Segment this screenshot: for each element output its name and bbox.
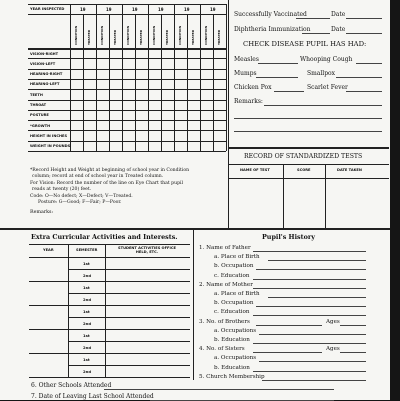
grid-col-line bbox=[174, 4, 175, 151]
section-divider bbox=[0, 228, 390, 230]
grid-row-label: VISION-LEFT bbox=[30, 61, 56, 66]
grid-col-line bbox=[148, 4, 149, 151]
history-item-field[interactable] bbox=[253, 288, 366, 289]
grid-row-line bbox=[28, 58, 226, 59]
whooping-field[interactable] bbox=[356, 63, 382, 64]
grid-col-header: TREATED bbox=[217, 29, 221, 45]
mumps-label: Mumps bbox=[234, 70, 257, 77]
right-remarks-field-3[interactable] bbox=[234, 131, 382, 132]
extra-curricular-title: Extra Curricular Activities and Interests. bbox=[31, 233, 178, 241]
diphtheria-field[interactable] bbox=[302, 33, 330, 34]
note-posture: Posture: G—Good; F—Fair; P—Poor. bbox=[38, 200, 122, 205]
extra-header-rule bbox=[29, 257, 190, 258]
extra-col-activities: STUDENT ACTIVITIES OFFICE HELD, ETC. bbox=[118, 246, 176, 255]
history-ages-field[interactable] bbox=[340, 352, 366, 353]
grid-header-rule bbox=[28, 48, 226, 50]
history-item-label: 4. No. of Sisters bbox=[199, 346, 245, 353]
history-item-field[interactable] bbox=[259, 361, 366, 362]
history-item-label: c. Education bbox=[214, 309, 250, 316]
grid-col-header: TREATED bbox=[139, 29, 143, 45]
scarlet-fever-label: Scarlet Fever bbox=[307, 84, 348, 91]
tests-col-date: DATE TAKEN bbox=[337, 168, 362, 172]
history-item-field[interactable] bbox=[253, 371, 366, 372]
grid-col-header: TREATED bbox=[165, 29, 169, 45]
date-leaving-label: 7. Date of Leaving Last School Attended bbox=[31, 393, 154, 400]
grid-row-label: HEIGHT IN INCHES bbox=[30, 133, 68, 138]
history-item-field[interactable] bbox=[256, 306, 366, 307]
measles-label: Measles bbox=[234, 56, 259, 63]
grid-col-header: TREATED bbox=[191, 29, 195, 45]
note-line-3: For Vision: Record the number of the line on Eye Chart that pupil bbox=[30, 181, 183, 186]
grid-row-label: HEARING-LEFT bbox=[30, 82, 60, 87]
history-item-label: a. Place of Birth bbox=[214, 291, 260, 297]
extra-row-line bbox=[68, 365, 190, 366]
grid-col-line bbox=[122, 4, 123, 151]
grid-col-line bbox=[226, 4, 227, 151]
extra-semester-cell: 1st bbox=[83, 261, 90, 266]
grid-col-header: CONDITION bbox=[152, 25, 156, 45]
extra-col-semester: SEMESTER bbox=[76, 248, 98, 252]
year-cell: 19 bbox=[106, 7, 112, 12]
year-cell: 19 bbox=[80, 7, 86, 12]
grid-col-header: CONDITION bbox=[100, 25, 104, 45]
extra-col-line bbox=[105, 244, 106, 377]
tests-col-name: NAME OF TEST bbox=[240, 168, 270, 172]
history-item-field[interactable] bbox=[256, 325, 322, 326]
history-item-label: c. Education bbox=[214, 272, 250, 279]
history-item-field[interactable] bbox=[259, 334, 366, 335]
smallpox-field[interactable] bbox=[336, 77, 382, 78]
note-line-1: *Record Height and Weight at beginning of school year in Condition bbox=[30, 168, 190, 173]
right-remarks-field-2[interactable] bbox=[234, 118, 382, 119]
grid-row-line bbox=[28, 151, 226, 152]
history-item-label: 3. No. of Brothers bbox=[199, 318, 250, 325]
extra-row-line bbox=[68, 269, 190, 270]
grid-top-rule bbox=[28, 4, 226, 5]
extra-semester-cell: 2nd bbox=[83, 297, 92, 302]
extra-top-rule bbox=[29, 244, 190, 245]
grid-col-line bbox=[70, 4, 71, 151]
vaccinated-date-label: Date bbox=[331, 11, 346, 18]
extra-col-line bbox=[68, 244, 69, 377]
history-item-field[interactable] bbox=[253, 352, 322, 353]
grid-year-rule bbox=[28, 14, 226, 15]
chicken-pox-field[interactable] bbox=[274, 91, 304, 92]
history-item-label: a. Place of Birth bbox=[214, 254, 260, 261]
year-cell: 19 bbox=[132, 7, 138, 12]
note-line-4: reads at twenty (20) feet. bbox=[32, 187, 92, 192]
year-cell: 19 bbox=[158, 7, 164, 12]
grid-col-header: CONDITION bbox=[126, 25, 130, 45]
tests-top-rule bbox=[229, 147, 389, 149]
grid-row-line bbox=[28, 69, 226, 70]
extra-row-line bbox=[29, 353, 190, 354]
year-cell: 19 bbox=[184, 7, 190, 12]
grid-row-line bbox=[28, 130, 226, 131]
other-schools-field[interactable] bbox=[104, 389, 334, 390]
grid-col-header: CONDITION bbox=[178, 25, 182, 45]
grid-row-label: HEARING-RIGHT bbox=[30, 72, 63, 77]
scarlet-fever-field[interactable] bbox=[346, 91, 382, 92]
extra-row-line bbox=[29, 305, 190, 306]
grid-row-label: VISION-RIGHT bbox=[30, 51, 59, 56]
diphtheria-date-label: Date bbox=[331, 26, 346, 33]
extra-row-line bbox=[29, 329, 190, 330]
history-item-field[interactable] bbox=[253, 251, 366, 252]
history-item-label: b. Occupation bbox=[214, 263, 254, 270]
extra-semester-cell: 1st bbox=[83, 285, 90, 290]
history-item-field[interactable] bbox=[256, 269, 366, 270]
pupils-history-title: Pupil's History bbox=[262, 233, 315, 241]
whooping-label: Whooping Cough bbox=[300, 56, 353, 63]
tests-title: RECORD OF STANDARDIZED TESTS bbox=[244, 153, 363, 160]
extra-semester-cell: 2nd bbox=[83, 345, 92, 350]
extra-row-line bbox=[29, 281, 190, 282]
history-item-label: b. Occupation bbox=[214, 300, 254, 307]
grid-row-line bbox=[28, 141, 226, 142]
tests-header-bottom bbox=[229, 178, 389, 179]
grid-row-line bbox=[28, 79, 226, 80]
grid-row-label: WEIGHT IN POUNDS bbox=[30, 144, 71, 149]
grid-row-line bbox=[28, 89, 226, 90]
grid-row-label: THROAT bbox=[30, 103, 47, 107]
grid-col-line bbox=[96, 4, 97, 151]
history-item-label: 1. Name of Father bbox=[199, 245, 251, 251]
smallpox-label: Smallpox bbox=[307, 70, 336, 77]
history-item-field[interactable] bbox=[262, 380, 366, 381]
extra-row-line bbox=[68, 293, 190, 294]
history-item-field[interactable] bbox=[253, 315, 366, 316]
extra-semester-cell: 2nd bbox=[83, 273, 92, 278]
extra-semester-cell: 2nd bbox=[83, 369, 92, 374]
history-item-field[interactable] bbox=[253, 343, 366, 344]
extra-semester-cell: 1st bbox=[83, 357, 90, 362]
grid-row-line bbox=[28, 100, 226, 101]
grid-row-label: POSTURE bbox=[30, 113, 49, 118]
right-remarks-field[interactable] bbox=[264, 105, 382, 106]
history-item-field[interactable] bbox=[268, 297, 366, 298]
vaccinated-date-field[interactable] bbox=[346, 18, 382, 19]
history-divider bbox=[193, 230, 194, 380]
note-code: Code: O—No defect; X—Defect; V—Treated. bbox=[30, 194, 133, 199]
grid-col-header: TREATED bbox=[113, 29, 117, 45]
grid-col-header: TREATED bbox=[87, 29, 91, 45]
right-remarks-label: Remarks: bbox=[234, 98, 263, 105]
extra-row-line bbox=[29, 377, 190, 378]
extra-row-line bbox=[68, 341, 190, 342]
other-schools-label: 6. Other Schools Attended bbox=[31, 382, 112, 389]
diphtheria-date-field[interactable] bbox=[346, 33, 382, 34]
history-item-label: a. Occupations bbox=[214, 327, 257, 334]
vaccinated-label: Successfully Vaccinated bbox=[234, 11, 307, 18]
history-ages-label: Ages bbox=[326, 346, 340, 353]
measles-field[interactable] bbox=[258, 63, 298, 64]
history-item-label: 5. Church Membership bbox=[199, 373, 265, 380]
tests-col-divider-2 bbox=[325, 164, 326, 228]
history-item-field[interactable] bbox=[268, 260, 366, 261]
history-ages-field[interactable] bbox=[340, 325, 366, 326]
extra-row-line bbox=[68, 317, 190, 318]
history-ages-label: Ages bbox=[326, 318, 340, 325]
check-disease-title: CHECK DISEASE PUPIL HAS HAD: bbox=[243, 40, 367, 48]
history-item-label: a. Occupations bbox=[214, 355, 257, 362]
grid-row-line bbox=[28, 120, 226, 121]
note-line-2: column; record at end of school year in Treated column. bbox=[32, 174, 164, 179]
mumps-field[interactable] bbox=[256, 77, 298, 78]
year-cell: 19 bbox=[210, 7, 216, 12]
grid-col-header: CONDITION bbox=[74, 25, 78, 45]
tests-col-score: SCORE bbox=[297, 168, 311, 172]
history-item-field[interactable] bbox=[253, 279, 366, 280]
year-inspected-label: YEAR INSPECTED bbox=[30, 7, 65, 11]
grid-row-line bbox=[28, 110, 226, 111]
history-item-label: b. Education bbox=[214, 364, 250, 371]
grid-row-label: *GROWTH bbox=[30, 123, 51, 128]
tests-header-top bbox=[229, 164, 389, 165]
extra-semester-cell: 1st bbox=[83, 309, 90, 314]
vaccinated-field[interactable] bbox=[296, 18, 330, 19]
extra-col-year: YEAR bbox=[43, 248, 54, 252]
history-item-label: 2. Name of Mother bbox=[199, 281, 253, 288]
grid-col-line bbox=[200, 4, 201, 151]
grid-row-label: TEETH bbox=[30, 92, 43, 97]
extra-semester-cell: 2nd bbox=[83, 321, 92, 326]
left-remarks-label: Remarks: bbox=[30, 210, 54, 215]
diphtheria-label: Diphtheria Immunization bbox=[234, 26, 311, 33]
history-item-label: b. Education bbox=[214, 337, 250, 343]
tests-col-divider-1 bbox=[283, 164, 284, 228]
grid-col-header: CONDITION bbox=[204, 25, 208, 45]
chicken-pox-label: Chicken Pox bbox=[234, 84, 272, 91]
extra-semester-cell: 1st bbox=[83, 333, 90, 338]
column-divider bbox=[228, 0, 229, 228]
